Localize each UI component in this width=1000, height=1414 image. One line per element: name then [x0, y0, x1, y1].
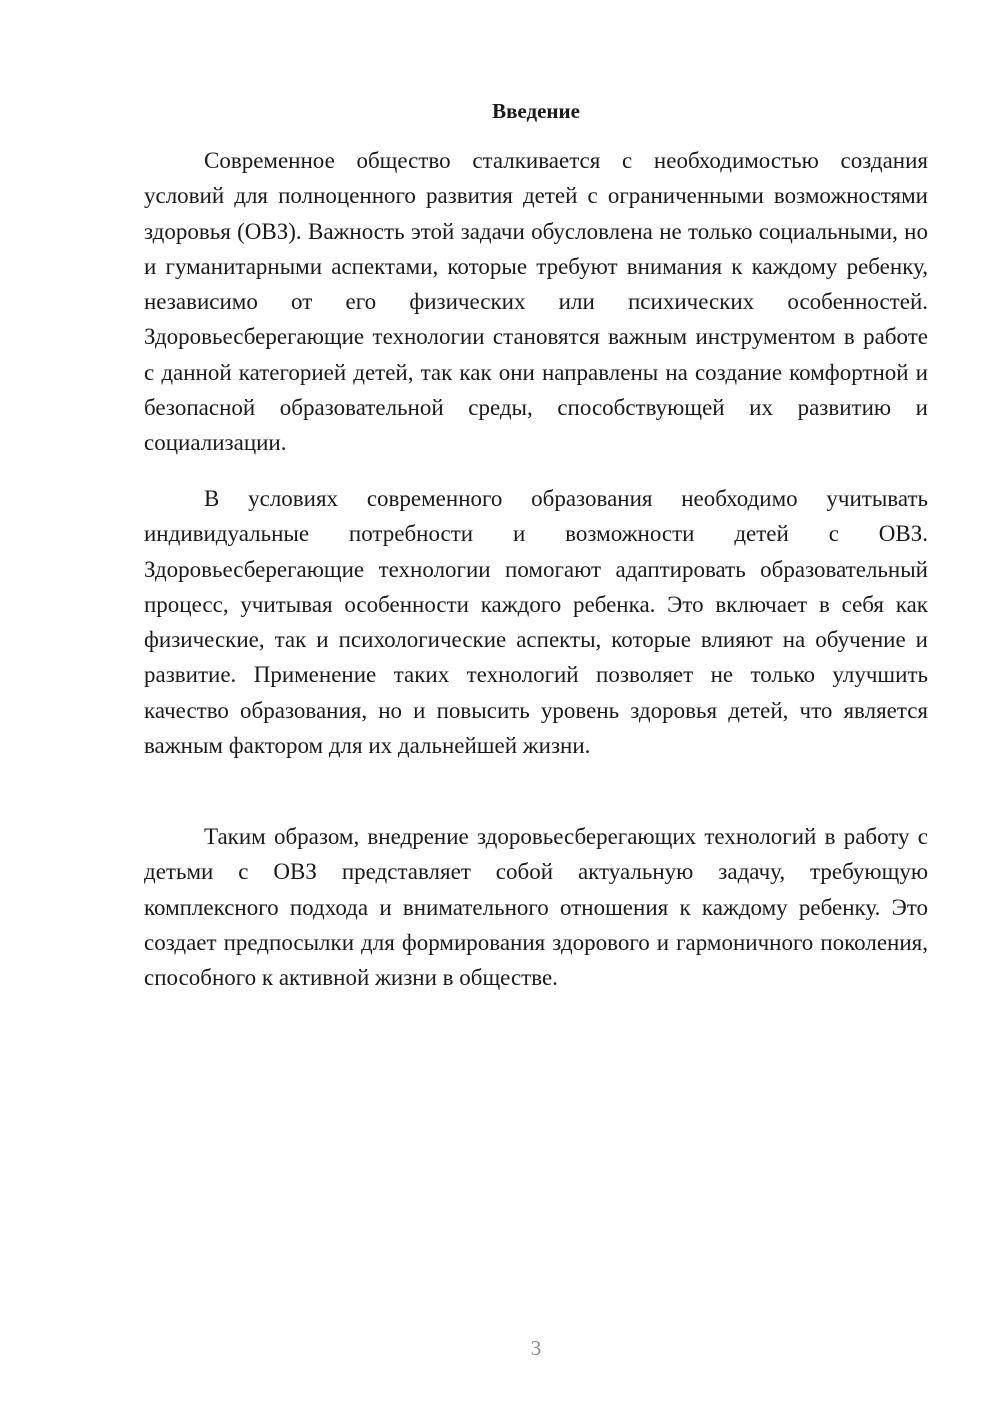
section-title: Введение	[492, 99, 580, 123]
page-number: 3	[530, 1336, 542, 1360]
paragraph-1: Современное общество сталкивается с необходимостью создания условий для полноценного развития детей с ограниченными возможностями здоровья (ОВЗ). Важность этой задачи обусловлена не только социальными, но и гуманитарными аспектами, которые требуют внимания к каждому ребенку, независимо от его физических или психических особенностей. Здоровьесберегающие технологии становятся важным инструментом в работе с данной категорией детей, так как они направлены на создание комфортной и безопасной образовательной среды, способствующей их развитию и социализации.	[144, 148, 928, 456]
paragraph-3: Таким образом, внедрение здоровьесберегающих технологий в работу с детьми с ОВЗ представляет собой актуальную задачу, требующую комплексного подхода и внимательного отношения к каждому ребенку. Это создает предпосылки для формирования здорового и гармоничного поколения, способного к активной жизни в обществе.	[144, 824, 928, 991]
paragraph-2: В условиях современного образования необходимо учитывать индивидуальные потребности и возможности детей с ОВЗ. Здоровьесберегающие технологии помогают адаптировать образовательный процесс, учитывая особенности каждого ребенка. Это включает в себя как физические, так и психологические аспекты, которые влияют на обучение и развитие. Применение таких технологий позволяет не только улучшить качество образования, но и повысить уровень здоровья детей, что является важным фактором для их дальнейшей жизни.	[144, 486, 928, 759]
